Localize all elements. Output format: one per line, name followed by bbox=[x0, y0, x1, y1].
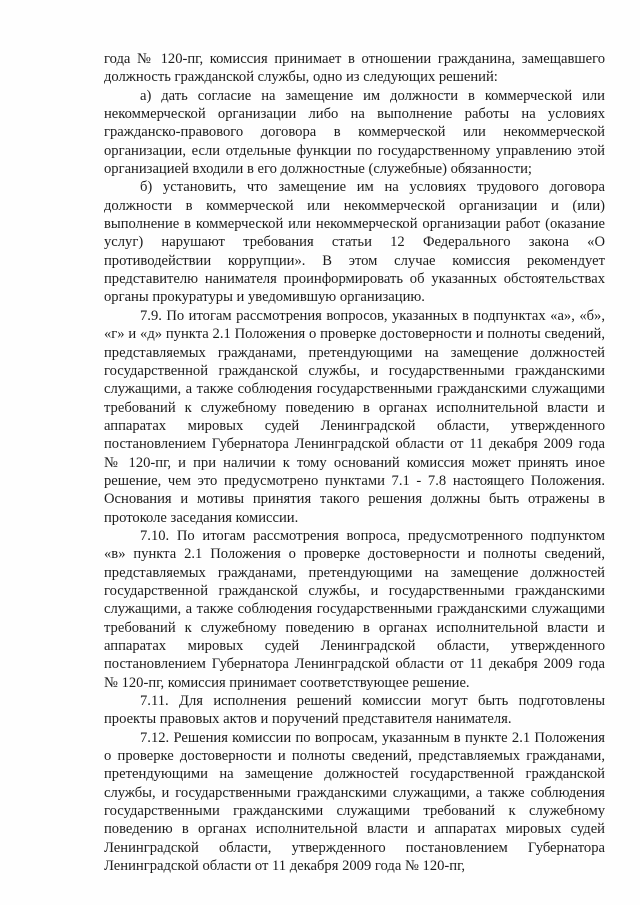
paragraph-7-9: 7.9. По итогам рассмотрения вопросов, указанных в подпунктах «а», «б», «г» и «д» пункта 2.1 Положения о проверке достоверности и полноты сведений, представляемых гражданами, претендующими на замещение должностей государственной гражданской службы, и государственными гражданскими служащими, а также соблюдения государственными гражданскими служащими требований к служебному поведению в органах исполнительной власти и аппаратах мировых судей Ленинградской области, утвержденного постановлением Губернатора Ленинградской области от 11 декабря 2009 года № 120-пг, и при наличии к тому оснований комиссия может принять иное решение, чем это предусмотрено пунктами 7.1 - 7.8 настоящего Положения. Основания и мотивы принятия такого решения должны быть отражены в протоколе заседания комиссии. bbox=[104, 307, 605, 526]
paragraph-option-b: б) установить, что замещение им на условиях трудового договора должности в коммерческой или некоммерческой организации и (или) выполнение в коммерческой или некоммерческой организации работ (оказание услуг) нарушают требования статьи 12 Федерального закона «О противодействии коррупции». В этом случае комиссия рекомендует представителю нанимателя проинформировать об указанных обстоятельствах органы прокуратуры и уведомившую организацию. bbox=[104, 179, 605, 306]
paragraph-7-10: 7.10. По итогам рассмотрения вопроса, предусмотренного подпунктом «в» пункта 2.1 Положения о проверке достоверности и полноты сведений, представляемых гражданами, претендующими на замещение должностей государственной гражданской службы, и государственными гражданскими служащими, а также соблюдения государственными гражданскими служащими требований к служебному поведению в органах исполнительной власти и аппаратах мировых судей Ленинградской области, утвержденного постановлением Губернатора Ленинградской области от 11 декабря 2009 года № 120-пг, комиссия принимает соответствующее решение. bbox=[104, 527, 605, 691]
paragraph-7-11: 7.11. Для исполнения решений комиссии могут быть подготовлены проекты правовых актов и поручений представителя нанимателя. bbox=[104, 693, 605, 728]
paragraph-continuation: года № 120-пг, комиссия принимает в отношении гражданина, замещавшего должность гражданской службы, одно из следующих решений: bbox=[104, 51, 605, 86]
paragraph-7-12: 7.12. Решения комиссии по вопросам, указанным в пункте 2.1 Положения о проверке достоверности и полноты сведений, представляемых гражданами, претендующими на замещение должностей государственной гражданской службы, и государственными гражданскими служащими, а также соблюдения государственными гражданскими служащими требований к служебному поведению в органах исполнительной власти и аппаратах мировых судей Ленинградской области, утвержденного постановлением Губернатора Ленинградской области от 11 декабря 2009 года № 120-пг, bbox=[104, 729, 605, 875]
paragraph-option-a: а) дать согласие на замещение им должности в коммерческой или некоммерческой организации либо на выполнение работы на условиях гражданско-правового договора в коммерческой или некоммерческой организации, если отдельные функции по государственному управлению этой организацией входили в его должностные (служебные) обязанности; bbox=[104, 87, 605, 178]
